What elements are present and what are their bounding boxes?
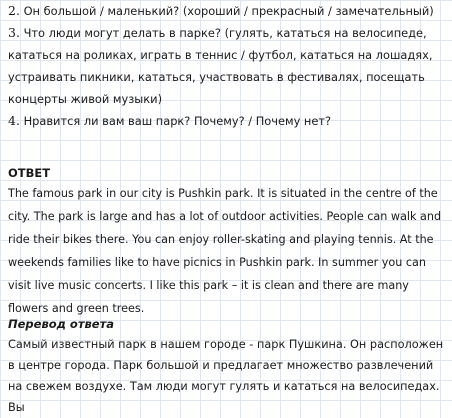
question-text: Он большой / маленький? (хороший / прекрасный / замечательный) <box>23 4 434 18</box>
question-number: 3. <box>8 25 20 40</box>
question-item <box>8 22 448 110</box>
question-text: Что люди могут делать в парке? (гулять, кататься на велосипеде, кататься на роликах, играть в теннис / футбол, кататься на лошадях, устраивать пикники, кататься, участвовать в фестивалях, посещать концерты живой музыки) <box>8 26 433 106</box>
question-text: Нравится ли вам ваш парк? Почему? / Почему нет? <box>23 114 332 128</box>
question-item <box>8 0 448 22</box>
translation-text: Самый известный парк в нашем городе - парк Пушкина. Он расположен в центре города. Парк большой и предлагает множество развлечений на свежем воздухе. Там люди могут гулять и кататься на велосипедах. Вы <box>8 338 444 414</box>
translation-heading: Перевод ответа <box>8 317 114 331</box>
answer-heading: ОТВЕТ <box>8 166 51 180</box>
question-number: 4. <box>8 113 20 128</box>
question-list <box>8 0 448 132</box>
answer-text: The famous park in our city is Pushkin park. It is situated in the centre of the city. The park is large and has a lot of outdoor activities. People can walk and ride their bikes there. You can enjoy roller-skating and playing tennis. At the weekends families like to have picnics in Pushkin park. In summer you can visit live music concerts. I like this park – it is clean and there are many flowers and green trees. <box>8 187 442 315</box>
question-number: 2. <box>8 3 20 18</box>
question-item <box>8 110 448 132</box>
